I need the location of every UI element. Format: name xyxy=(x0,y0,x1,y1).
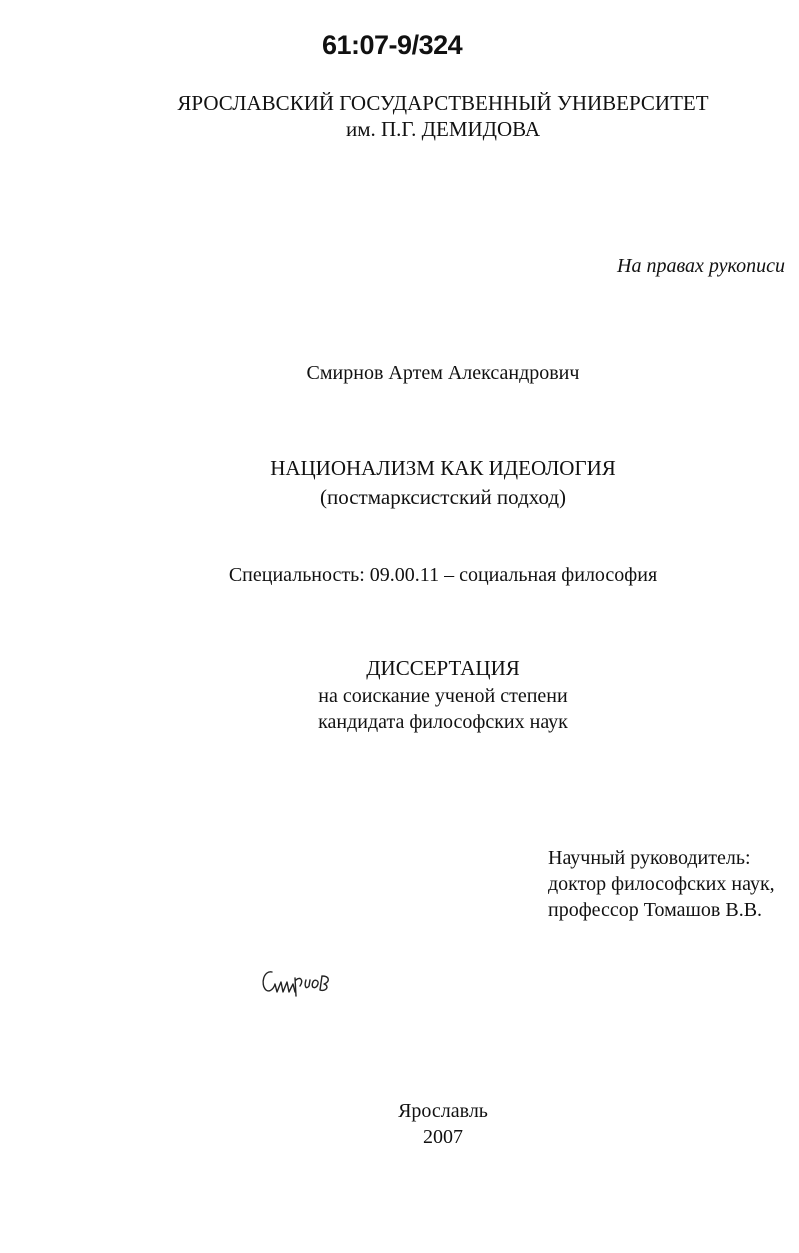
year: 2007 xyxy=(423,1126,463,1148)
document-type: ДИССЕРТАЦИЯ xyxy=(366,656,520,680)
supervisor-label: Научный руководитель: xyxy=(548,847,751,869)
dissertation-subtitle: (постмарксистский подход) xyxy=(319,485,567,509)
supervisor-block xyxy=(548,845,775,923)
handwritten-signature xyxy=(258,962,358,1004)
dissertation-title: НАЦИОНАЛИЗМ КАК ИДЕОЛОГИЯ xyxy=(270,456,616,480)
university-name-line2: им. П.Г. ДЕМИДОВА xyxy=(345,117,541,141)
degree-line1: на соискание ученой степени xyxy=(318,685,568,707)
specialty: Специальность: 09.00.11 – социальная философия xyxy=(228,564,658,586)
university-name: ЯРОСЛАВСКИЙ ГОСУДАРСТВЕННЫЙ УНИВЕРСИТЕТ xyxy=(177,91,709,115)
supervisor-name: профессор Томашов В.В. xyxy=(548,899,763,921)
degree-line2: кандидата философских наук xyxy=(318,711,568,733)
catalog-code: 61:07-9/324 xyxy=(322,30,463,60)
city: Ярославль xyxy=(398,1100,488,1122)
rights-note: На правах рукописи xyxy=(617,255,785,277)
author-name: Смирнов Артем Александрович xyxy=(306,362,580,384)
supervisor-degree: доктор философских наук, xyxy=(548,873,775,895)
